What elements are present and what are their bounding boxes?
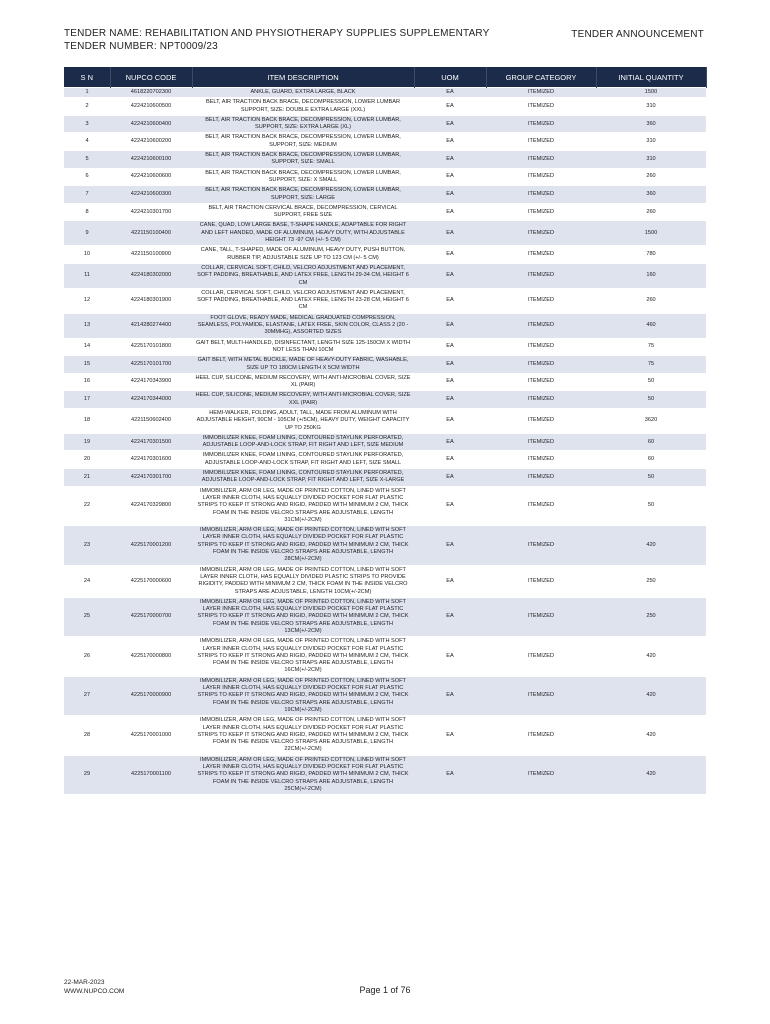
cell-initial-quantity: 250: [596, 597, 706, 636]
table-body: [64, 88, 706, 795]
cell-uom: EA: [414, 133, 486, 151]
cell-uom: EA: [414, 637, 486, 676]
cell-sn: 24: [64, 565, 110, 597]
page-number: Page 1 of 76: [359, 985, 411, 995]
cell-item-description: GAIT BELT, MULTI-HANDLED, DISINFECTANT, LENGTH SIZE 125-150CM X WIDTH NOT LESS THAN 10CM: [192, 338, 414, 356]
cell-nupco-code: 4224170329800: [110, 486, 192, 525]
cell-group-category: ITEMIZED: [486, 98, 596, 116]
table-row: [64, 115, 706, 133]
table-row: [64, 186, 706, 204]
cell-item-description: IMMOBILIZER, ARM OR LEG, MADE OF PRINTED COTTON, LINED WITH SOFT LAYER INNER CLOTH, HAS EQUALLY DIVIDED POCKET FOR FLAT PLASTIC STRIPS TO KEEP IT STRONG AND RIGID, PADDED WITH MINIMUM 2 CM, THICK FOAM IN THE INSIDE VELCRO STRAPS ARE ADJUSTABLE, LENGTH 16CM(+/-2CM): [192, 637, 414, 676]
cell-nupco-code: 4224170301600: [110, 451, 192, 469]
cell-uom: EA: [414, 469, 486, 487]
cell-item-description: IMMOBILIZER, ARM OR LEG, MADE OF PRINTED COTTON, LINED WITH SOFT LAYER INNER CLOTH, HAS EQUALLY DIVIDED POCKET FOR FLAT PLASTIC STRIPS TO KEEP IT STRONG AND RIGID, PADDED WITH MINIMUM 2 CM, THICK FOAM IN THE INSIDE VELCRO STRAPS ARE ADJUSTABLE, LENGTH 25CM(+/-2CM): [192, 755, 414, 794]
cell-uom: EA: [414, 288, 486, 313]
cell-nupco-code: 4224210600600: [110, 168, 192, 186]
cell-sn: 19: [64, 433, 110, 451]
cell-initial-quantity: 60: [596, 433, 706, 451]
table-row: [64, 486, 706, 525]
cell-uom: EA: [414, 98, 486, 116]
table-row: [64, 526, 706, 565]
cell-initial-quantity: 75: [596, 338, 706, 356]
cell-initial-quantity: 250: [596, 565, 706, 597]
cell-uom: EA: [414, 676, 486, 715]
cell-sn: 27: [64, 676, 110, 715]
cell-sn: 15: [64, 356, 110, 374]
cell-sn: 1: [64, 88, 110, 98]
cell-uom: EA: [414, 391, 486, 409]
tender-announcement: TENDER ANNOUNCEMENT: [571, 29, 704, 40]
cell-nupco-code: 4221150100400: [110, 221, 192, 246]
cell-sn: 7: [64, 186, 110, 204]
cell-group-category: ITEMIZED: [486, 451, 596, 469]
cell-nupco-code: 4221150602400: [110, 408, 192, 433]
cell-group-category: ITEMIZED: [486, 469, 596, 487]
cell-sn: 29: [64, 755, 110, 794]
cell-group-category: ITEMIZED: [486, 151, 596, 169]
cell-group-category: ITEMIZED: [486, 203, 596, 221]
table-row: [64, 263, 706, 288]
cell-initial-quantity: 310: [596, 133, 706, 151]
table-row: [64, 373, 706, 391]
cell-item-description: BELT, AIR TRACTION BACK BRACE, DECOMPRESSION, LOWER LUMBAR, SUPPORT, SIZE: SMALL: [192, 151, 414, 169]
cell-initial-quantity: 780: [596, 246, 706, 264]
cell-group-category: ITEMIZED: [486, 637, 596, 676]
cell-item-description: IMMOBILIZER KNEE, FOAM LINING, CONTOURED STAYLINK PERFORATED, ADJUSTABLE LOOP-AND-LOCK STRAP, FIT RIGHT AND LEFT, SIZE MEDIUM: [192, 433, 414, 451]
column-header-uom: UOM: [414, 67, 486, 88]
cell-initial-quantity: 310: [596, 98, 706, 116]
table-row: [64, 98, 706, 116]
table-row: [64, 597, 706, 636]
cell-nupco-code: 4225170000800: [110, 637, 192, 676]
cell-sn: 20: [64, 451, 110, 469]
cell-item-description: HEMI-WALKER, FOLDING, ADULT, TALL, MADE FROM ALUMINUM WITH ADJUSTABLE HEIGHT, 90CM - 105CM (+/5CM), HEAVY DUTY, WEIGHT CAPACITY UP TO 250KG: [192, 408, 414, 433]
cell-uom: EA: [414, 263, 486, 288]
table-row: [64, 391, 706, 409]
cell-initial-quantity: 1500: [596, 221, 706, 246]
cell-uom: EA: [414, 408, 486, 433]
cell-initial-quantity: 50: [596, 486, 706, 525]
cell-nupco-code: 4224210600400: [110, 115, 192, 133]
cell-uom: EA: [414, 115, 486, 133]
cell-item-description: COLLAR, CERVICAL SOFT, CHILD, VELCRO ADJUSTMENT AND PLACEMENT, SOFT PADDING, BREATHABLE, AND LATEX FREE, LENGTH 29-34 CM, HEIGHT 6 CM: [192, 263, 414, 288]
table-row: [64, 168, 706, 186]
cell-sn: 12: [64, 288, 110, 313]
cell-group-category: ITEMIZED: [486, 186, 596, 204]
cell-group-category: ITEMIZED: [486, 676, 596, 715]
table-row: [64, 221, 706, 246]
cell-group-category: ITEMIZED: [486, 313, 596, 338]
cell-item-description: IMMOBILIZER KNEE, FOAM LINING, CONTOURED STAYLINK PERFORATED, ADJUSTABLE LOOP-AND-LOCK STRAP, FIT RIGHT AND LEFT, SIZE X-LARGE: [192, 469, 414, 487]
cell-initial-quantity: 75: [596, 356, 706, 374]
cell-item-description: BELT, AIR TRACTION BACK BRACE, DECOMPRESSION, LOWER LUMBAR SUPPORT, SIZE: DOUBLE EXTRA LARGE (XXL): [192, 98, 414, 116]
cell-sn: 10: [64, 246, 110, 264]
cell-item-description: BELT, AIR TRACTION BACK BRACE, DECOMPRESSION, LOWER LUMBAR, SUPPORT, SIZE: EXTRA LARGE (XL): [192, 115, 414, 133]
cell-nupco-code: 4225170000600: [110, 565, 192, 597]
table-row: [64, 637, 706, 676]
cell-initial-quantity: 1500: [596, 88, 706, 98]
cell-item-description: IMMOBILIZER, ARM OR LEG, MADE OF PRINTED COTTON, LINED WITH SOFT LAYER INNER CLOTH, HAS EQUALLY DIVIDED PLASTIC STRIPS TO PROVIDE RIGIDITY, PADDED WITH MINIMUM 2 CM, THICK FOAM IN THE INSIDE VELCRO STRAPS ARE ADJUSTABLE, LENGTH 10CM(+/-2CM): [192, 565, 414, 597]
table-row: [64, 203, 706, 221]
cell-uom: EA: [414, 716, 486, 755]
cell-sn: 13: [64, 313, 110, 338]
cell-sn: 3: [64, 115, 110, 133]
cell-nupco-code: 4224210600200: [110, 133, 192, 151]
cell-group-category: ITEMIZED: [486, 115, 596, 133]
table-row: [64, 433, 706, 451]
table-row: [64, 755, 706, 794]
column-header-nupco-code: NUPCO CODE: [110, 67, 192, 88]
cell-uom: EA: [414, 313, 486, 338]
cell-sn: 11: [64, 263, 110, 288]
cell-item-description: CANE, QUAD, LOW LARGE BASE, T-SHAPE HANDLE, ADAPTABLE FOR RIGHT AND LEFT HANDED, MADE OF ALUMINUM, HEAVY DUTY, WITH ADJUSTABLE HEIGHT 73 -97 CM (+/- 5 CM): [192, 221, 414, 246]
cell-nupco-code: 4224210600300: [110, 186, 192, 204]
cell-item-description: COLLAR, CERVICAL SOFT, CHILD, VELCRO ADJUSTMENT AND PLACEMENT, SOFT PADDING, BREATHABLE, AND LATEX FREE, LENGTH 23-28 CM, HEIGHT 6 CM: [192, 288, 414, 313]
cell-item-description: CANE, TALL, T-SHAPED, MADE OF ALUMINUM, HEAVY DUTY, PUSH BUTTON, RUBBER TIP, ADJUSTABLE SIZE UP TO 123 CM (+/- 5 CM): [192, 246, 414, 264]
cell-group-category: ITEMIZED: [486, 263, 596, 288]
cell-uom: EA: [414, 565, 486, 597]
cell-initial-quantity: 310: [596, 151, 706, 169]
cell-sn: 5: [64, 151, 110, 169]
cell-nupco-code: 4224210600500: [110, 98, 192, 116]
cell-group-category: ITEMIZED: [486, 246, 596, 264]
cell-nupco-code: 4225170000900: [110, 676, 192, 715]
cell-group-category: ITEMIZED: [486, 373, 596, 391]
cell-sn: 6: [64, 168, 110, 186]
cell-group-category: ITEMIZED: [486, 755, 596, 794]
cell-sn: 16: [64, 373, 110, 391]
cell-group-category: ITEMIZED: [486, 408, 596, 433]
table-row: [64, 246, 706, 264]
cell-uom: EA: [414, 221, 486, 246]
table-row: [64, 288, 706, 313]
cell-item-description: BELT, AIR TRACTION BACK BRACE, DECOMPRESSION, LOWER LUMBAR, SUPPORT, SIZE: MEDIUM: [192, 133, 414, 151]
cell-uom: EA: [414, 486, 486, 525]
table-header-row: [64, 67, 706, 88]
cell-nupco-code: 4214280274400: [110, 313, 192, 338]
cell-sn: 22: [64, 486, 110, 525]
cell-nupco-code: 4225170001200: [110, 526, 192, 565]
cell-nupco-code: 4224180301900: [110, 288, 192, 313]
column-header-initial-quantity: INITIAL QUANTITY: [596, 67, 706, 88]
cell-initial-quantity: 260: [596, 168, 706, 186]
cell-group-category: ITEMIZED: [486, 565, 596, 597]
cell-uom: EA: [414, 433, 486, 451]
cell-uom: EA: [414, 597, 486, 636]
cell-uom: EA: [414, 356, 486, 374]
cell-nupco-code: 4221150100900: [110, 246, 192, 264]
cell-group-category: ITEMIZED: [486, 88, 596, 98]
cell-initial-quantity: 420: [596, 716, 706, 755]
cell-nupco-code: 4225170001000: [110, 716, 192, 755]
cell-initial-quantity: 420: [596, 526, 706, 565]
table-row: [64, 408, 706, 433]
cell-initial-quantity: 50: [596, 469, 706, 487]
table-row: [64, 356, 706, 374]
cell-nupco-code: 4225170001100: [110, 755, 192, 794]
cell-sn: 4: [64, 133, 110, 151]
cell-initial-quantity: 160: [596, 263, 706, 288]
cell-sn: 18: [64, 408, 110, 433]
cell-initial-quantity: 260: [596, 288, 706, 313]
cell-uom: EA: [414, 451, 486, 469]
cell-initial-quantity: 360: [596, 115, 706, 133]
cell-initial-quantity: 50: [596, 391, 706, 409]
cell-uom: EA: [414, 373, 486, 391]
cell-uom: EA: [414, 186, 486, 204]
cell-sn: 21: [64, 469, 110, 487]
tender-header: [64, 27, 490, 53]
cell-uom: EA: [414, 526, 486, 565]
cell-sn: 23: [64, 526, 110, 565]
cell-group-category: ITEMIZED: [486, 338, 596, 356]
cell-uom: EA: [414, 755, 486, 794]
table-row: [64, 338, 706, 356]
cell-uom: EA: [414, 203, 486, 221]
cell-item-description: IMMOBILIZER, ARM OR LEG, MADE OF PRINTED COTTON, LINED WITH SOFT LAYER INNER CLOTH, HAS EQUALLY DIVIDED POCKET FOR FLAT PLASTIC STRIPS TO KEEP IT STRONG AND RIGID, PADDED WITH MINIMUM 2 CM, THICK FOAM IN THE INSIDE VELCRO STRAPS ARE ADJUSTABLE, LENGTH 19CM(+/-2CM): [192, 676, 414, 715]
cell-sn: 26: [64, 637, 110, 676]
cell-item-description: BELT, AIR TRACTION CERVICAL BRACE, DECOMPRESSION, CERVICAL SUPPORT, FREE SIZE: [192, 203, 414, 221]
table-row: [64, 469, 706, 487]
cell-item-description: IMMOBILIZER, ARM OR LEG, MADE OF PRINTED COTTON, LINED WITH SOFT LAYER INNER CLOTH, HAS EQUALLY DIVIDED POCKET FOR FLAT PLASTIC STRIPS TO KEEP IT STRONG AND RIGID, PADDED WITH MINIMUM 2 CM, THICK FOAM IN THE INSIDE VELCRO STRAPS ARE ADJUSTABLE, LENGTH 22CM(+/-2CM): [192, 716, 414, 755]
cell-group-category: ITEMIZED: [486, 597, 596, 636]
cell-nupco-code: 4224170301500: [110, 433, 192, 451]
cell-item-description: GAIT BELT, WITH METAL BUCKLE, MADE OF HEAVY-DUTY FABRIC, WASHABLE, SIZE UP TO 180CM LENGTH X 5CM WIDTH: [192, 356, 414, 374]
column-header-sn: S N: [64, 67, 110, 88]
table-row: [64, 133, 706, 151]
items-table: [64, 67, 707, 794]
table-row: [64, 151, 706, 169]
cell-uom: EA: [414, 168, 486, 186]
cell-nupco-code: 4224210600100: [110, 151, 192, 169]
cell-group-category: ITEMIZED: [486, 716, 596, 755]
cell-initial-quantity: 420: [596, 676, 706, 715]
cell-group-category: ITEMIZED: [486, 168, 596, 186]
cell-initial-quantity: 50: [596, 373, 706, 391]
cell-uom: EA: [414, 88, 486, 98]
cell-group-category: ITEMIZED: [486, 433, 596, 451]
cell-nupco-code: 4224180302000: [110, 263, 192, 288]
cell-group-category: ITEMIZED: [486, 133, 596, 151]
cell-nupco-code: 4225170000700: [110, 597, 192, 636]
cell-initial-quantity: 260: [596, 203, 706, 221]
table-row: [64, 565, 706, 597]
cell-item-description: BELT, AIR TRACTION BACK BRACE, DECOMPRESSION, LOWER LUMBAR, SUPPORT, SIZE: X SMALL: [192, 168, 414, 186]
cell-group-category: ITEMIZED: [486, 288, 596, 313]
footer-date: 22-MAR-2023: [64, 979, 105, 986]
column-header-item-description: ITEM DESCRIPTION: [192, 67, 414, 88]
cell-initial-quantity: 420: [596, 637, 706, 676]
table-row: [64, 676, 706, 715]
cell-group-category: ITEMIZED: [486, 356, 596, 374]
cell-sn: 2: [64, 98, 110, 116]
cell-uom: EA: [414, 338, 486, 356]
cell-item-description: HEEL CUP, SILICONE, MEDIUM RECOVERY, WITH ANTI-MICROBIAL COVER, SIZE XXL (PAIR): [192, 391, 414, 409]
cell-nupco-code: 4618220702300: [110, 88, 192, 98]
cell-item-description: IMMOBILIZER KNEE, FOAM LINING, CONTOURED STAYLINK PERFORATED, ADJUSTABLE LOOP-AND-LOCK STRAP, FIT RIGHT AND LEFT, SIZE SMALL: [192, 451, 414, 469]
cell-initial-quantity: 420: [596, 755, 706, 794]
cell-nupco-code: 4225170101800: [110, 338, 192, 356]
cell-group-category: ITEMIZED: [486, 486, 596, 525]
cell-group-category: ITEMIZED: [486, 221, 596, 246]
cell-sn: 28: [64, 716, 110, 755]
cell-sn: 25: [64, 597, 110, 636]
table-row: [64, 716, 706, 755]
cell-sn: 14: [64, 338, 110, 356]
cell-initial-quantity: 60: [596, 451, 706, 469]
cell-sn: 8: [64, 203, 110, 221]
cell-initial-quantity: 360: [596, 186, 706, 204]
cell-item-description: ANKLE, GUARD, EXTRA LARGE, BLACK: [192, 88, 414, 98]
table-row: [64, 451, 706, 469]
tender-number: TENDER NUMBER: NPT0009/23: [64, 41, 218, 52]
cell-group-category: ITEMIZED: [486, 526, 596, 565]
cell-item-description: FOOT GLOVE, READY MADE, MEDICAL GRADUATED COMPRESSION, SEAMLESS, POLYAMIDE, ELASTANE, LATEX FREE, SKIN COLOR, CLASS 2 (20 - 30MMHG), ASSORTED SIZES: [192, 313, 414, 338]
cell-item-description: IMMOBILIZER, ARM OR LEG, MADE OF PRINTED COTTON, LINED WITH SOFT LAYER INNER CLOTH, HAS EQUALLY DIVIDED POCKET FOR FLAT PLASTIC STRIPS TO KEEP IT STRONG AND RIGID, PADDED WITH MINIMUM 2 CM, THICK FOAM IN THE INSIDE VELCRO STRAPS ARE ADJUSTABLE, LENGTH 28CM(+/-2CM): [192, 526, 414, 565]
table-row: [64, 88, 706, 98]
cell-nupco-code: 4224170301700: [110, 469, 192, 487]
column-header-group-category: GROUP CATEGORY: [486, 67, 596, 88]
cell-item-description: IMMOBILIZER, ARM OR LEG, MADE OF PRINTED COTTON, LINED WITH SOFT LAYER INNER CLOTH, HAS EQUALLY DIVIDED POCKET FOR FLAT PLASTIC STRIPS TO KEEP IT STRONG AND RIGID, PADDED WITH MINIMUM 2 CM, THICK FOAM IN THE INSIDE VELCRO STRAPS ARE ADJUSTABLE, LENGTH 31CM(+/-2CM): [192, 486, 414, 525]
cell-nupco-code: 4224170343900: [110, 373, 192, 391]
cell-initial-quantity: 460: [596, 313, 706, 338]
cell-nupco-code: 4225170101700: [110, 356, 192, 374]
cell-uom: EA: [414, 246, 486, 264]
cell-nupco-code: 4224210301700: [110, 203, 192, 221]
tender-name: TENDER NAME: REHABILITATION AND PHYSIOTHERAPY SUPPLIES SUPPLEMENTARY: [64, 28, 490, 39]
cell-nupco-code: 4224170344000: [110, 391, 192, 409]
table-row: [64, 313, 706, 338]
cell-item-description: HEEL CUP, SILICONE, MEDIUM RECOVERY, WITH ANTI-MICROBIAL COVER, SIZE XL (PAIR): [192, 373, 414, 391]
cell-initial-quantity: 3620: [596, 408, 706, 433]
cell-item-description: IMMOBILIZER, ARM OR LEG, MADE OF PRINTED COTTON, LINED WITH SOFT LAYER INNER CLOTH, HAS EQUALLY DIVIDED POCKET FOR FLAT PLASTIC STRIPS TO KEEP IT STRONG AND RIGID, PADDED WITH MINIMUM 2 CM, THICK FOAM IN THE INSIDE VELCRO STRAPS ARE ADJUSTABLE, LENGTH 13CM(+/-2CM): [192, 597, 414, 636]
cell-group-category: ITEMIZED: [486, 391, 596, 409]
cell-uom: EA: [414, 151, 486, 169]
cell-sn: 17: [64, 391, 110, 409]
cell-sn: 9: [64, 221, 110, 246]
footer-website: WWW.NUPCO.COM: [64, 988, 125, 995]
cell-item-description: BELT, AIR TRACTION BACK BRACE, DECOMPRESSION, LOWER LUMBAR, SUPPORT, SIZE: LARGE: [192, 186, 414, 204]
